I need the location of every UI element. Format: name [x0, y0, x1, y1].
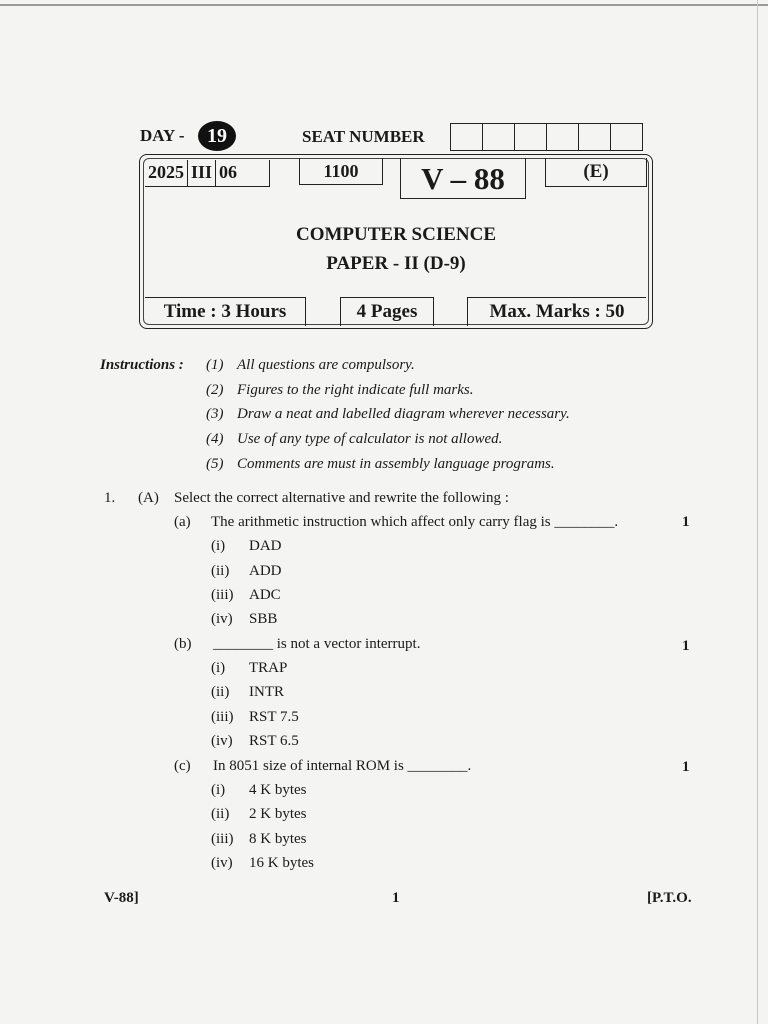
- seat-number-label: SEAT NUMBER: [302, 127, 425, 146]
- instruction-number: (1): [206, 357, 224, 373]
- day-number-badge: 19: [198, 121, 236, 151]
- option-text: RST 7.5: [249, 709, 299, 725]
- seat-box: [483, 124, 515, 150]
- instruction-text: Comments are must in assembly language programs.: [237, 456, 555, 472]
- option-number: (i): [211, 782, 226, 798]
- medium-code: (E): [545, 158, 647, 187]
- option-text: ADC: [249, 587, 281, 603]
- question-text: Select the correct alternative and rewrite the following :: [174, 490, 509, 506]
- instruction-number: (5): [206, 456, 224, 472]
- instruction-item: [206, 357, 415, 374]
- sub-question-text: In 8051 size of internal ROM is ________.: [213, 758, 472, 774]
- instruction-item: [206, 431, 502, 448]
- option-text: 2 K bytes: [249, 806, 307, 822]
- seat-box: [547, 124, 579, 150]
- seat-number-boxes: [450, 123, 643, 151]
- subject-code: 1100: [299, 158, 383, 185]
- sub-question-marks: 1: [682, 514, 690, 530]
- seat-box: [611, 124, 642, 150]
- option-number: (iii): [211, 831, 234, 847]
- question-part: (A): [138, 490, 159, 506]
- instructions-label: Instructions :: [100, 357, 184, 373]
- month-code: III: [188, 160, 216, 186]
- page-number: 1: [392, 890, 400, 906]
- pto-label: [P.T.O.: [647, 890, 692, 906]
- instruction-text: All questions are compulsory.: [237, 357, 415, 373]
- option-text: 16 K bytes: [249, 855, 314, 871]
- sub-question-marks: 1: [682, 638, 690, 654]
- seat-box: [515, 124, 547, 150]
- option-text: 4 K bytes: [249, 782, 307, 798]
- option-number: (iii): [211, 587, 234, 603]
- instruction-text: Figures to the right indicate full marks.: [237, 382, 474, 398]
- option-number: (ii): [211, 806, 230, 822]
- option-number: (iv): [211, 611, 233, 627]
- option-number: (ii): [211, 684, 230, 700]
- option-text: 8 K bytes: [249, 831, 307, 847]
- option-text: SBB: [249, 611, 278, 627]
- instruction-number: (3): [206, 406, 224, 422]
- sub-question-label: (c): [174, 758, 191, 774]
- sub-question-label: (b): [174, 636, 192, 652]
- option-number: (i): [211, 660, 226, 676]
- day-label: DAY -: [140, 126, 185, 145]
- instruction-number: (2): [206, 382, 224, 398]
- option-text: RST 6.5: [249, 733, 299, 749]
- sub-question-label: (a): [174, 514, 191, 530]
- session-code: 06: [219, 162, 238, 182]
- seat-box: [451, 124, 483, 150]
- option-text: ADD: [249, 563, 282, 579]
- paper-code: V – 88: [400, 158, 526, 199]
- exam-codes: [145, 160, 270, 187]
- sub-question-text: ________ is not a vector interrupt.: [213, 636, 421, 652]
- instruction-number: (4): [206, 431, 224, 447]
- sub-question-text: The arithmetic instruction which affect only carry flag is ________.: [211, 514, 619, 530]
- time-box: Time : 3 Hours: [145, 297, 306, 326]
- instruction-text: Draw a neat and labelled diagram wherever necessary.: [237, 406, 570, 422]
- scan-right-edge: [757, 0, 758, 1024]
- year-code: 2025: [145, 160, 188, 186]
- option-text: DAD: [249, 538, 282, 554]
- option-number: (iv): [211, 855, 233, 871]
- paper-title: PAPER - II (D-9): [326, 253, 466, 274]
- scan-top-edge: [0, 4, 768, 6]
- instruction-item: [206, 456, 555, 473]
- instruction-item: [206, 382, 474, 399]
- instruction-text: Use of any type of calculator is not allowed.: [237, 431, 503, 447]
- option-number: (ii): [211, 563, 230, 579]
- option-text: INTR: [249, 684, 284, 700]
- sub-question-marks: 1: [682, 759, 690, 775]
- seat-box: [579, 124, 611, 150]
- option-number: (iii): [211, 709, 234, 725]
- question-number: 1.: [104, 490, 116, 506]
- max-marks-box: Max. Marks : 50: [467, 297, 646, 326]
- option-text: TRAP: [249, 660, 288, 676]
- pages-box: 4 Pages: [340, 297, 434, 326]
- option-number: (iv): [211, 733, 233, 749]
- subject-title: COMPUTER SCIENCE: [295, 224, 497, 245]
- footer-paper-code: V-88]: [104, 890, 139, 906]
- option-number: (i): [211, 538, 226, 554]
- instruction-item: [206, 406, 570, 423]
